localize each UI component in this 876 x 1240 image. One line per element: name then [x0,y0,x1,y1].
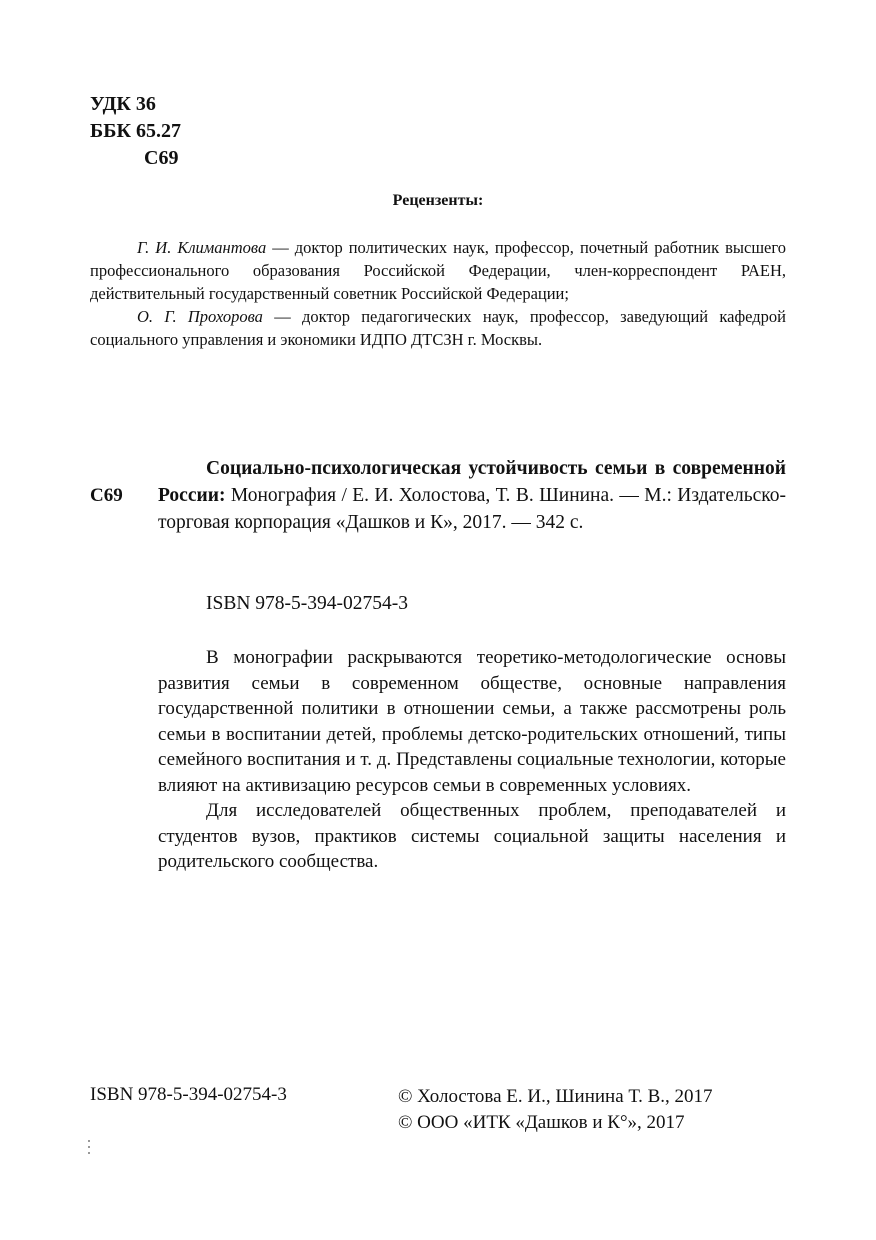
reviewer-entry [90,236,786,305]
bibliographic-side-mark: С69 [90,485,123,506]
annotation [158,645,786,875]
reviewer-name: Г. И. Климантова [137,238,267,257]
reviewers-heading: Рецензенты: [392,192,484,209]
udk-code: УДК 36 [90,93,156,115]
crop-marks [88,1140,90,1160]
bbk-code: ББК 65.27 [90,120,181,142]
reviewers-list [90,236,786,351]
copyright-authors: © Холостова Е. И., Шинина Т. В., 2017 [398,1086,713,1107]
reviewer-entry [90,305,786,351]
bibliographic-record [158,455,786,536]
annotation-paragraph: В монографии раскрываются теоретико-методологические основы развития семьи в современном обществе, основные направления государственной политики в отношении семьи, а также рассмотрены роль семьи в воспитании детей, проблемы детско-родительских отношений, типы семейного воспитания и т. д. Представлены социальные технологии, которые влияют на активизацию ресурсов семьи в современных условиях. [158,647,786,796]
bibliographic-details: Монография / Е. И. Холостова, Т. В. Шинина. — М.: Издательско-торговая корпорация «Дашков и К», 2017. — 342 с. [158,485,786,533]
footer-isbn: ISBN 978-5-394-02754-3 [90,1084,287,1105]
book-title: Социально-психологическая устойчивость семьи в современной России: [158,458,786,506]
reviewer-description: — доктор педагогических наук, профессор, заведующий кафедрой социального управления и экономики ИДПО ДТСЗН г. Москвы. [90,307,787,349]
copyright-publisher: © ООО «ИТК «Дашков и К°», 2017 [398,1112,685,1133]
copyright-block [398,1084,713,1136]
isbn-record: ISBN 978-5-394-02754-3 [206,593,409,614]
classification-block [90,91,181,172]
reviewer-description: — доктор политических наук, профессор, почетный работник высшего профессионального образования Российской Федерации, член-корреспондент РАЕН, действительный государственный советник Российской Федерации; [90,238,786,303]
reviewer-name: О. Г. Прохорова [137,307,263,326]
author-mark: С69 [144,147,179,169]
annotation-paragraph: Для исследователей общественных проблем, преподавателей и студентов вузов, практиков системы социальной защиты населения и родительского сообщества. [158,800,786,872]
